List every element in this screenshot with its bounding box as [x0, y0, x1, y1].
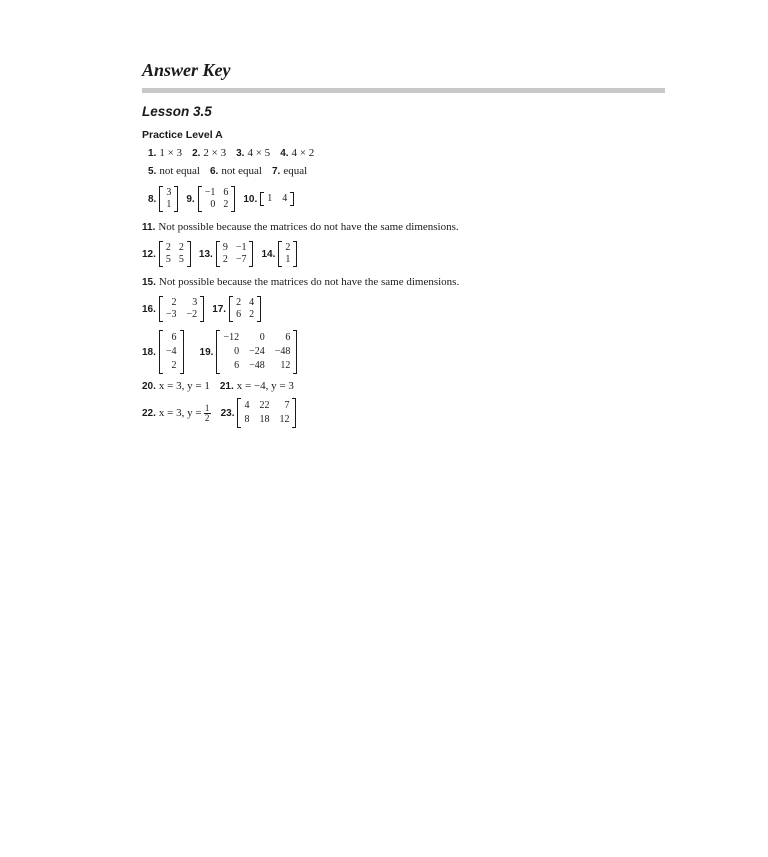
matrix-entry: 2 — [236, 297, 242, 308]
matrix-answer-8 — [159, 186, 178, 212]
answer-row-16-17 — [142, 292, 665, 326]
matrix-entry: 2 — [285, 242, 291, 253]
matrix-answer-12 — [159, 241, 191, 267]
matrix-entry: 12 — [279, 414, 290, 425]
matrix-entry: 3 — [166, 187, 172, 198]
answer-number: 14. — [261, 248, 276, 260]
answer-3: 4 × 5 — [247, 147, 271, 159]
matrix-entry: −24 — [249, 346, 265, 357]
matrix-entry: 18 — [259, 414, 270, 425]
answer-row-1-4 — [142, 145, 665, 161]
matrix-entry: 1 — [166, 199, 172, 210]
practice-level-heading: Practice Level A — [142, 129, 223, 141]
header-divider — [142, 88, 665, 93]
answer-6: not equal — [221, 165, 262, 177]
answer-number: 4. — [280, 147, 289, 159]
answer-number: 1. — [148, 147, 157, 159]
page-title: Answer Key — [142, 60, 231, 80]
matrix-entry: 6 — [234, 360, 240, 371]
answer-row-22-23 — [142, 396, 665, 430]
answer-number: 8. — [148, 193, 157, 205]
answer-4: 4 × 2 — [291, 147, 315, 159]
answer-15: Not possible because the matrices do not have the same dimensions. — [158, 276, 460, 288]
matrix-entry: −1 — [204, 187, 216, 198]
answer-number: 2. — [192, 147, 201, 159]
answer-1: 1 × 3 — [159, 147, 183, 159]
answer-row-15 — [142, 274, 665, 290]
matrix-entry: −12 — [223, 332, 240, 343]
lesson-heading: Lesson 3.5 — [142, 104, 212, 119]
matrix-answer-17 — [229, 296, 261, 322]
answer-number: 12. — [142, 248, 156, 260]
answer-row-11 — [142, 219, 665, 235]
matrix-entry: 8 — [244, 414, 250, 425]
matrix-entry: 6 — [171, 332, 177, 343]
answer-20: x = 3, y = 1 — [158, 380, 210, 392]
answer-7: equal — [283, 165, 308, 177]
matrix-entry: −4 — [165, 346, 177, 357]
matrix-answer-10 — [260, 192, 294, 206]
matrix-entry: 0 — [210, 199, 216, 210]
matrix-entry: 2 — [249, 309, 255, 320]
matrix-entry: −2 — [186, 309, 198, 320]
matrix-entry: −48 — [274, 346, 291, 357]
answer-number: 5. — [148, 165, 157, 177]
answer-row-18-19 — [142, 328, 665, 376]
answer-number: 16. — [142, 303, 156, 315]
matrix-entry: 7 — [284, 400, 290, 411]
matrix-entry: −7 — [235, 254, 247, 265]
matrix-entry: 1 — [285, 254, 291, 265]
matrix-entry: 1 — [267, 193, 273, 204]
matrix-entry: 2 — [165, 242, 171, 253]
matrix-entry: 2 — [223, 199, 229, 210]
matrix-entry: 2 — [171, 297, 177, 308]
matrix-entry: 3 — [192, 297, 198, 308]
matrix-entry: 0 — [234, 346, 240, 357]
answer-number: 7. — [271, 165, 281, 177]
answer-number: 6. — [209, 165, 219, 177]
answer-number: 17. — [212, 303, 227, 315]
answer-number: 13. — [198, 248, 213, 260]
answer-row-5-7 — [142, 163, 665, 179]
matrix-answer-19 — [216, 330, 297, 374]
answer-number: 11. — [142, 221, 156, 233]
matrix-entry: 5 — [178, 254, 184, 265]
matrix-answer-13 — [216, 241, 254, 267]
matrix-entry: 5 — [165, 254, 171, 265]
matrix-entry: 6 — [223, 187, 229, 198]
matrix-entry: 0 — [259, 332, 265, 343]
answer-row-8-10 — [142, 182, 665, 216]
answer-row-12-14 — [142, 237, 665, 271]
answer-number: 15. — [142, 276, 156, 288]
fraction-numerator: 1 — [204, 402, 210, 413]
matrix-entry: 4 — [282, 193, 288, 204]
answer-number: 21. — [219, 380, 234, 392]
matrix-entry: −1 — [235, 242, 247, 253]
matrix-entry: 2 — [222, 254, 228, 265]
matrix-entry: 6 — [236, 309, 242, 320]
matrix-answer-9 — [198, 186, 236, 212]
answer-11: Not possible because the matrices do not have the same dimensions. — [158, 221, 459, 233]
matrix-answer-16 — [159, 296, 204, 322]
answer-key-page — [142, 58, 665, 430]
fraction-denominator: 2 — [204, 412, 210, 423]
answer-number: 9. — [186, 193, 195, 205]
matrix-entry: 22 — [259, 400, 270, 411]
matrix-entry: 4 — [244, 400, 250, 411]
answer-5: not equal — [159, 165, 200, 177]
answer-number: 19. — [199, 346, 214, 358]
answer-number: 3. — [236, 147, 245, 159]
answer-number: 22. — [142, 407, 156, 419]
matrix-entry: 12 — [280, 360, 291, 371]
fraction — [204, 404, 211, 423]
matrix-entry: 2 — [171, 360, 177, 371]
answer-22: x = 3, y = — [158, 407, 202, 419]
answer-number: 10. — [243, 193, 258, 205]
answer-number: 23. — [220, 407, 235, 419]
matrix-answer-18 — [159, 330, 184, 374]
matrix-answer-14 — [278, 241, 297, 267]
answer-number: 18. — [142, 346, 156, 358]
answer-row-20-21 — [142, 378, 665, 394]
answer-2: 2 × 3 — [203, 147, 227, 159]
matrix-answer-23 — [237, 398, 296, 428]
matrix-entry: 9 — [222, 242, 228, 253]
matrix-entry: 4 — [249, 297, 255, 308]
answer-number: 20. — [142, 380, 156, 392]
answer-21: x = −4, y = 3 — [236, 380, 294, 392]
matrix-entry: −48 — [249, 360, 265, 371]
matrix-entry: 6 — [285, 332, 291, 343]
matrix-entry: 2 — [178, 242, 184, 253]
matrix-entry: −3 — [165, 309, 177, 320]
